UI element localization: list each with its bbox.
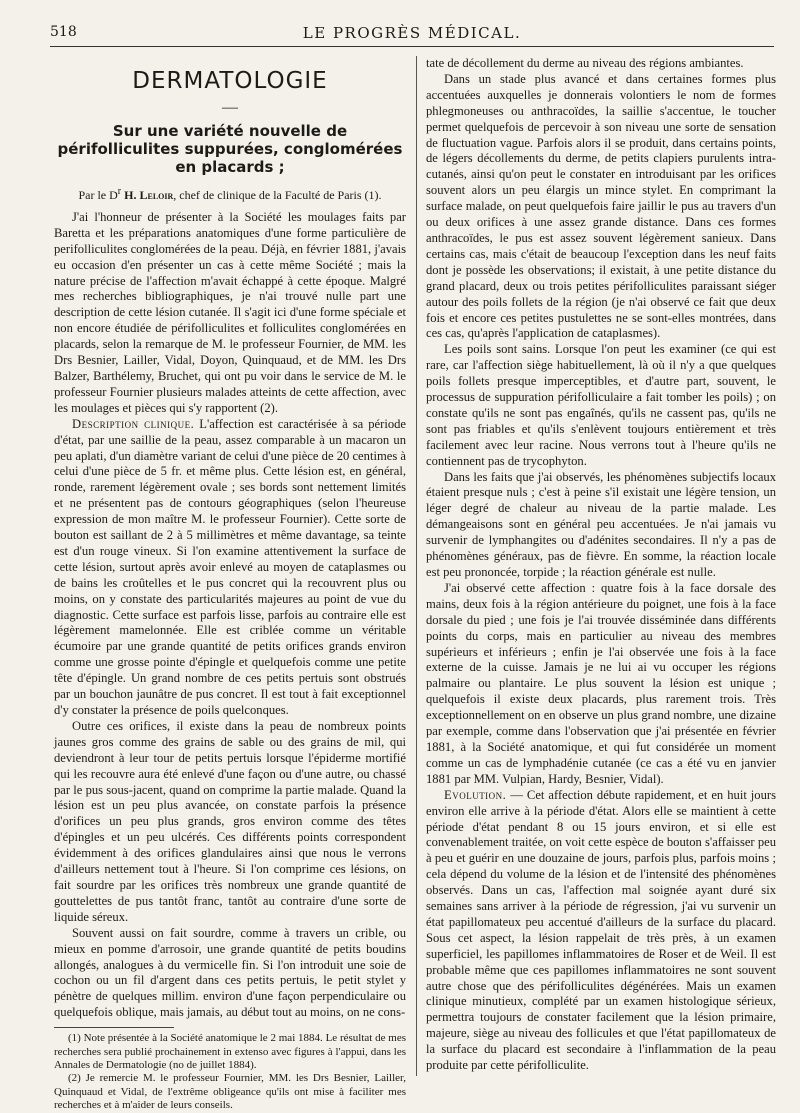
- paragraph-description-text: L'affection est caractérisée à sa période d'état, par une saillie de la peau, assez comparable à un macaron un peu aplati, d'un diamètre variant de celui d'une pièce de 20 centimes à celui d'une pièce de 5 fr. et même plus. Cette lésion est, en général, ronde, rarement légèrement ovale ; ses bords sont nettement limités et ne présentent pas de contours géographiques (selon l'heureuse expression de mon maître M. le professeur Fournier). Cette sorte de bouton est saillant de 2 à 5 millimètres et même davantage, sa teinte est d'un rouge vineux. Si l'on examine attentivement la surface de cette lésion, surtout après avoir enlevé au moyen de cataplasmes ou de bains les croûtelles et le pus concret qui la recouvrent plus ou moins, on y constate des particularités majeures au point de vue du diagnostic. Cette surface est parfois lisse, parfois au contraire elle est légèrement mamelonnée. Elle est criblée comme un véritable écumoire par une grande quantité de petits orifices grands environ comme une grosse pointe d'épingle et quelquefois comme une petite tête d'épingle. Un grand nombre de ces petits pertuis sont obstrués par un bouchon jaunâtre de pus concret. Il est tout à fait exceptionnel d'y constater la présence de poils quelconques.: [54, 416, 407, 717]
- left-column: [54, 56, 406, 1113]
- paragraph-intro: J'ai l'honneur de présenter à la Société les moulages faits par Baretta et les préparations anatomiques d'une forme particulière de perifolliculites conglomérées de la peau. Déjà, en février 1881, j'avais eu occasion d'en présenter un cas à cette même Société ; mais la nature précise de l'affection m'avait échappé à cette époque. Malgré mes recherches bibliographiques, je n'ai trouvé nulle part une description de cette lésion cutanée. Il s'agit ici d'une forme spéciale et non encore étudiée de périfolliculites et folliculites conglomérées en placards, selon la remarque de M. le professeur Fournier, de MM. les Drs Besnier, Lailler, Vidal, Doyon, Quinquaud, et de MM. les Drs Balzer, Barthélemy, Bruchet, qui ont pu voir dans le service de M. le professeur Fournier plusieurs malades atteints de cette affection, avec les moulages et pièces qui s'y rapportent (2).: [54, 209, 406, 415]
- footnote-1: (1) Note présentée à la Société anatomique le 2 mai 1884. Le résultat de mes recherches sera publié prochainement in extenso avec figures à l'appui, dans les Annales de Dermatologie (no de juillet 1884).: [54, 1032, 406, 1071]
- byline-sup: r: [117, 186, 122, 197]
- section-heading: DERMATOLOGIE: [132, 68, 328, 94]
- paragraph-anthracoid: Dans un stade plus avancé et dans certaines formes plus accentuées auxquelles je donnerais volontiers le nom de formes phlegmoneuses ou anthracoïdes, la saillie s'accentue, le toucher permet quelquefois de percevoir à son niveau une sorte de sensation de fluctuation vague. Parfois alors il se produit, dans certains points, de légers décollements du derme, de petits clapiers purulents intra-cutanés, ainsi qu'on peut le constater en introduisant par les orifices souvent alors un peu élargis un mince stylet. En comprimant la surface malade, on peut quelquefois faire jaillir le pus au travers d'un ou deux orifices à une assez grande distance. Dans ces formes anthracoïdes, le pus est assez souvent légèrement sanieux. Dans certains cas, mais c'était de beaucoup l'exception dans les neuf faits dont je possède les observations; il existait, à une petite distance du grand placard, deux ou trois petites périfolliculites paraissant siéger autour des poils follets de la région (je n'ai observé ce fait que deux fois et encore ces petites pustulettes ne se sont-elles montrées, dans ces cas, qu'après l'application de cataplasmes).: [426, 71, 776, 341]
- byline: [54, 184, 406, 204]
- paragraph-locations: J'ai observé cette affection : quatre fois à la face dorsale des mains, deux fois à la région antérieure du poignet, une fois à la face dorsale du pied ; une fois je l'ai trouvée disséminée dans différents points du corps, mais en particulier au niveau des membres supérieurs et inférieurs ; enfin je l'ai observée une fois à la face externe de la cuisse. Jamais je ne lui ai vu occuper les régions palmaire ou plantaire. Le plus souvent la lésion est unique ; quelquefois il existe deux placards, plus rarement trois. Très exceptionnellement on en observe un plus grand nombre, une dizaine par exemple, comme dans l'observation que j'ai présentée en février 1881, à la Société anatomique, et qui fut considérée un moment comme un cas de lymphadénie cutanée (ce cas a été vu en janvier 1881 par MM. Vulpian, Hardy, Besnier, Vidal).: [426, 580, 776, 786]
- footnote-2: (2) Je remercie M. le professeur Fournier, MM. les Drs Besnier, Lailler, Quinquaud et Vidal, de l'extrême obligeance qu'ils ont mise à faciliter mes recherches et à m'aider de leurs conseils.: [54, 1072, 406, 1112]
- column-divider: [416, 56, 417, 1076]
- header-rule: [50, 46, 774, 47]
- evolution-heading: Evolution.: [444, 787, 507, 802]
- paragraph-evolution: [426, 788, 776, 1074]
- title-separator: —: [222, 99, 238, 116]
- article-title: Sur une variété nouvelle de périfolliculites suppurées, conglomérées en placards ;: [57, 122, 403, 176]
- page-number: 518: [50, 24, 77, 40]
- footnote-rule: [54, 1027, 174, 1028]
- byline-author: H. Leloir: [124, 188, 174, 202]
- paragraph-orifices: Outre ces orifices, il existe dans la peau de nombreux points jaunes gros comme des grains de sable ou des grains de mil, qui deviendront à leur tour de petits pertuis lorsque l'épiderme mortifié qui les recouvre aura été enlevé d'une façon ou d'une autre, ou chassé par le pus sous-jacent, quand on comprime la partie malade. Quand la lésion est un peu plus avancée, on constate parfois la présence d'orifices un peu plus grands, gros environ comme des têtes d'épingles et un peu ulcérés. Ces différents points correspondent évidemment à des orifices glandulaires ainsi que nous le verrons d'ailleurs nettement tout à l'heure. Si l'on comprime ces lésions, on fait sourdre par les orifices très nombreux une grande quantité de gouttelettes de pus tantôt franc, tantôt au contraire d'une sorte de liquide séreux.: [54, 718, 406, 924]
- right-column: [426, 56, 776, 1074]
- paragraph-continuation: tate de décollement du derme au niveau des régions ambiantes.: [426, 56, 744, 70]
- paragraph-hairs: Les poils sont sains. Lorsque l'on peut les examiner (ce qui est rare, car l'affection siège habituellement, là où il n'y a que quelques poils follets presque imperceptibles, et d'autre part, souvent, le processus de suppuration périfolliculaire a fait tomber les poils) ; on constate qu'ils ne sont pas engaînés, qu'ils ne cassent pas, qu'ils ne sont pas friables et qu'ils s'enlèvent toujours entièrement et très facilement avec leur racine. Nous verrons tout à l'heure qu'ils ne contiennent pas de trycophyton.: [426, 342, 776, 468]
- paragraph-symptoms: Dans les faits que j'ai observés, les phénomènes subjectifs locaux étaient presque nuls ; c'est à peine s'il existait une légère tension, un léger degré de chaleur au niveau de la partie malade. Les démangeaisons sont en général peu accentuées. Je n'ai jamais vu survenir de lymphangites ou d'adénites secondaires. Il n'y a pas de phénomènes généraux, pas de fièvre. En somme, la réaction locale est peu prononcée, torpide ; la réaction générale est nulle.: [426, 469, 776, 579]
- byline-suffix: , chef de clinique de la Faculté de Paris (1).: [173, 188, 382, 202]
- footnotes: [54, 1032, 406, 1112]
- paragraph-boudins: Souvent aussi on fait sourdre, comme à travers un crible, ou mieux en pomme d'arrosoir, une grande quantité de petits boudins allongés, analogues à du vermicelle fin. Si l'on introduit une soie de cochon ou un fil d'argent dans ces petits pertuis, le petit stylet y pénètre de quelques millim. environ d'une façon perpendiculaire ou quelquefois oblique, mais jamais, au début tout au moins, on ne cons-: [54, 925, 406, 1020]
- paragraph-evolution-text: — Cet affection débute rapidement, et en huit jours environ elle arrive à la période d'état. Alors elle se maintient à cette période d'état pendant 8 ou 15 jours environ, et si elle est convenablement traitée, on voit cette espèce de bouton s'affaisser peu à peu et guérir en une douzaine de jours, parfois plus, parfois moins ; cela dépend du volume de la lésion et de l'intensité des phénomènes observés. Dans un cas, l'affection mal soignée ayant duré six semaines sans arriver à la période de régression, j'ai vu survenir un état papillomateux peu accentué d'ailleurs de la surface du placard. Sous cet aspect, la lésion rappelait de très près, à un examen superficiel, les papillomes inflammatoires de Roser et de Weil. Il est probable même que ces papillomes inflammatoires ne sont souvent autre chose que des périfolliculites dégénérées. Mais un examen clinique minutieux, complété par un examen histologique sérieux, permettra toujours de constater facilement que la lésion primaire, majeure, siège au niveau des follicules et que l'état papillomateux de la surface du placard est secondaire à l'inflammation de la peau produite par cette périfolliculite.: [426, 787, 776, 1073]
- running-head: [50, 22, 774, 44]
- run-in-heading: Description clinique.: [72, 416, 195, 431]
- byline-prefix: Par le D: [78, 188, 118, 202]
- paragraph-description: [54, 417, 406, 719]
- journal-title: LE PROGRÈS MÉDICAL.: [302, 24, 522, 42]
